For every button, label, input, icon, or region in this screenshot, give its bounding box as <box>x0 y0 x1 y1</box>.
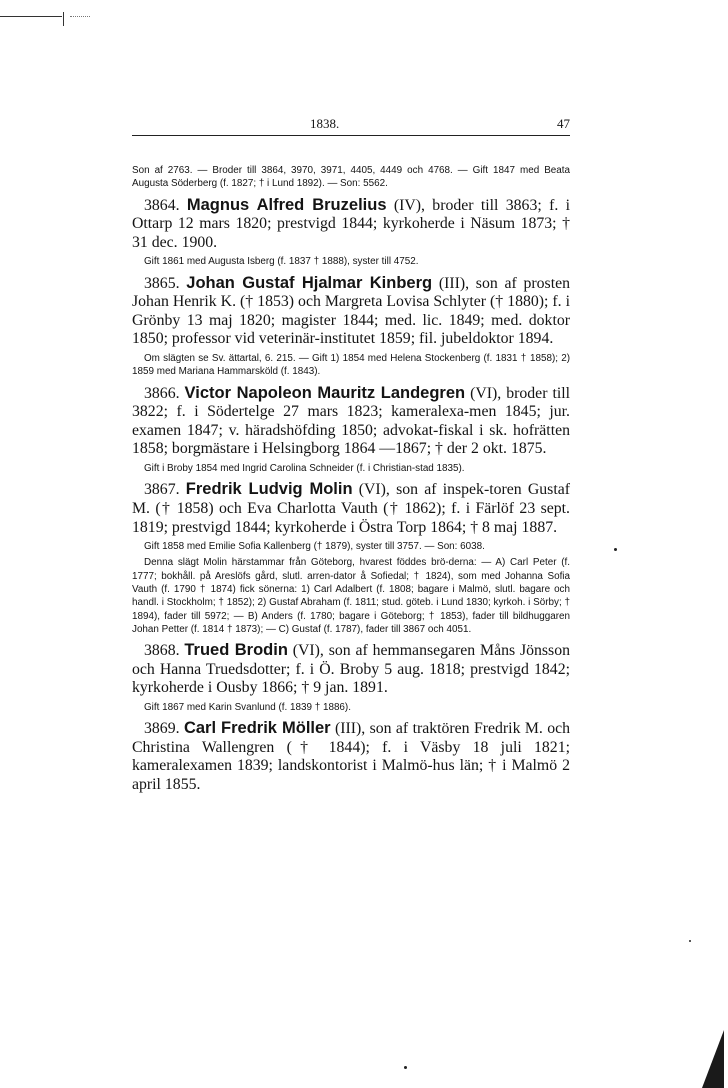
entry-number: 3867. <box>144 481 180 499</box>
book-page <box>132 116 570 795</box>
entry-person-name: Fredrik Ludvig Molin <box>185 480 353 499</box>
entry-biography: (III), son af traktören Fredrik M. och Christina Wallengren († 1844); f. i Väsby 18 juli 1821; kameralexamen 1839; landskontorist i Malmö-hus län; † i Malmö 2 april 1855. <box>132 720 571 794</box>
entry-biography: (IV), broder till 3863; f. i Ottarp 12 mars 1820; prestvigd 1844; kyrkoherde i Näsum 1873; † 31 dec. 1900. <box>132 196 571 251</box>
entry-person-name: Johan Gustaf Hjalmar Kinberg <box>186 273 433 292</box>
register-entry <box>132 196 570 253</box>
entry-person-name: Victor Napoleon Mauritz Landegren <box>184 383 466 402</box>
register-entry <box>132 641 570 698</box>
register-entry <box>132 274 570 349</box>
page-number: 47 <box>557 116 570 131</box>
entry-note: Son af 2763. — Broder till 3864, 3970, 3971, 4405, 4449 och 4768. — Gift 1847 med Beata Augusta Söderberg (f. 1827; † i Lund 1892). — Son: 5562. <box>132 165 570 190</box>
entry-note: Gift 1861 med Augusta Isberg (f. 1837 † 1888), syster till 4752. <box>144 256 419 268</box>
entry-biography: (VI), son af hemmansegaren Måns Jönsson och Hanna Truedsdotter; f. i Ö. Broby 5 aug. 1818; prestvigd 1842; kyrkoherde i Ousby 1866; † 9 jan. 1891. <box>132 642 570 697</box>
entry-biography: (VI), broder till 3822; f. i Södertelge 27 mars 1823; kameralexa-men 1845; jur. examen 1847; v. häradshöfding 1850; advokat-fiskal i sk. hofrätten 1858; borgmästare i Helsingborg 1864 —1867; † der 2 okt. 1875. <box>132 384 570 458</box>
scan-speck <box>689 940 691 942</box>
header-year: 1838. <box>310 116 340 131</box>
entry-number: 3865. <box>144 274 180 292</box>
entry-person-name: Carl Fredrik Möller <box>183 719 331 738</box>
entry-note: Om slägten se Sv. ättartal, 6. 215. — Gift 1) 1854 med Helena Stockenberg (f. 1831 † 1858); 2) 1859 med Mariana Hammarsköld (f. 1843). <box>132 353 570 378</box>
register-entry <box>132 384 570 459</box>
page-content <box>132 164 570 795</box>
entry-person-name: Magnus Alfred Bruzelius <box>186 195 387 214</box>
entry-number: 3866. <box>144 384 180 402</box>
entry-number: 3868. <box>144 642 180 660</box>
scan-speck <box>614 548 617 551</box>
entry-number: 3869. <box>144 720 180 738</box>
entry-person-name: Trued Brodin <box>184 641 288 660</box>
running-header <box>132 116 570 134</box>
scan-corner-shadow <box>702 1030 724 1088</box>
entry-note: Denna slägt Molin härstammar från Göteborg, hvarest föddes brö-derna: — A) Carl Peter (f. 1777; bokhåll. på Areslöfs gård, slutl. arren-dator å Sofiedal; † 1824), som med Johanna Sofia Vauth (f. 1790 † 1874) fick sönerna: 1) Carl Adalbert (f. 1808; bagare i Malmö, slutl. bagare och handl. i Stockholm; † 1852); 2) Gustaf Abraham (f. 1811; stud. göteb. i Lund 1830; kyrkoh. i Sörby; † 1894), fader till 5972; — B) Anders (f. 1780; bagare i Göteborg; † 1853), fader till bildhuggaren Johan Petter (f. 1814 † 1873); — C) Gustaf (f. 1787), fader till 3867 och 4051. <box>132 557 570 635</box>
entry-note: Gift 1867 med Karin Svanlund (f. 1839 † 1886). <box>144 701 351 713</box>
entry-biography: (III), son af prosten Johan Henrik K. († 1853) och Margreta Lovisa Schlyter († 1880); f. i Grönby 13 maj 1820; magister 1844; med. lic. 1849; med. doktor 1850; professor vid veterinär-institutet 1859; fil. jubeldoktor 1894. <box>132 274 570 348</box>
entry-note: Gift 1858 med Emilie Sofia Kallenberg († 1879), syster till 3757. — Son: 6038. <box>144 541 485 553</box>
entry-number: 3864. <box>144 196 180 214</box>
register-entry <box>132 480 570 537</box>
scan-speck <box>404 1066 407 1069</box>
register-entry <box>132 719 570 794</box>
scan-corner-mark <box>0 12 90 26</box>
entry-biography: (VI), son af inspek-toren Gustaf M. († 1858) och Eva Charlotta Vauth († 1862); f. i Färlöf 23 sept. 1819; prestvigd 1844; kyrkoherde i Östra Torp 1864; † 8 maj 1887. <box>132 481 570 536</box>
entry-note: Gift i Broby 1854 med Ingrid Carolina Schneider (f. i Christian-stad 1835). <box>144 463 465 475</box>
header-rule <box>132 135 570 136</box>
